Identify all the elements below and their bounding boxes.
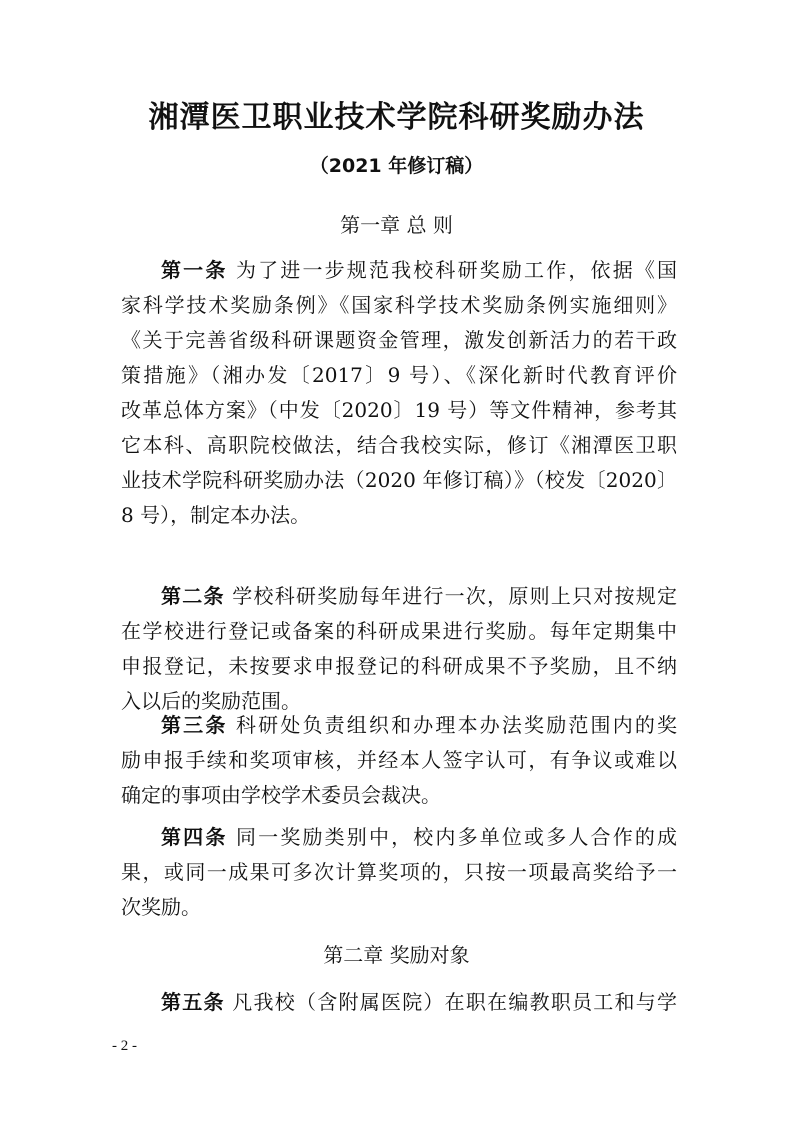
article-line: 它本科、高职院校做法，结合我校实际，修订《湘潭医卫职	[121, 433, 677, 457]
article-line: 次奖励。	[121, 895, 201, 919]
article-line	[121, 708, 677, 743]
article-line: 家科学技术奖励条例》《国家科学技术奖励条例实施细则》	[121, 293, 677, 317]
article-line	[121, 820, 677, 855]
article-lead: 第五条	[161, 990, 225, 1014]
article-line: 策措施》（湘办发〔2017〕9 号）、《深化新时代教育评价	[121, 363, 677, 387]
article-line	[121, 985, 677, 1020]
article-line: 果，或同一成果可多次计算奖项的，只按一项最高奖给予一	[121, 860, 677, 884]
document-subtitle: （2021 年修订稿）	[309, 155, 484, 177]
article-3	[121, 708, 677, 813]
article-line: 《关于完善省级科研课题资金管理，激发创新活力的若干政	[121, 328, 677, 352]
article-text: 同一奖励类别中，校内多单位或多人合作的成	[227, 825, 677, 849]
article-line	[121, 579, 677, 614]
article-text: 科研处负责组织和办理本办法奖励范围内的奖	[227, 713, 677, 737]
article-5	[121, 985, 677, 1020]
article-line: 改革总体方案》（中发〔2020〕19 号）等文件精神，参考其	[121, 398, 677, 422]
page-number: - 2 -	[112, 1038, 137, 1054]
article-line	[121, 253, 677, 288]
chapter-heading-1: 第一章 总 则	[340, 213, 453, 237]
article-text: 为了进一步规范我校科研奖励工作，依据《国	[227, 258, 677, 282]
article-2	[121, 579, 677, 719]
article-lead: 第四条	[161, 825, 228, 849]
document-title: 湘潭医卫职业技术学院科研奖励办法	[148, 100, 645, 135]
article-line: 申报登记，未按要求申报登记的科研成果不予奖励，且不纳	[121, 654, 677, 678]
article-text: 凡我校（含附属医院）在职在编教职员工和与学	[224, 990, 677, 1014]
article-lead: 第一条	[161, 258, 228, 282]
article-line: 入以后的奖励范围。	[121, 689, 301, 713]
article-text: 学校科研奖励每年进行一次，原则上只对按规定	[224, 584, 677, 608]
article-line: 励申报手续和奖项审核，并经本人签字认可，有争议或难以	[121, 748, 677, 772]
article-line: 在学校进行登记或备案的科研成果进行奖励。每年定期集中	[121, 619, 677, 643]
article-line: 确定的事项由学校学术委员会裁决。	[121, 783, 441, 807]
article-lead: 第三条	[161, 713, 228, 737]
article-4	[121, 820, 677, 925]
article-1	[121, 253, 677, 533]
article-lead: 第二条	[161, 584, 225, 608]
chapter-heading-2: 第二章 奖励对象	[323, 943, 470, 967]
article-line: 业技术学院科研奖励办法（2020 年修订稿）》（校发〔2020〕	[121, 468, 677, 492]
article-line: 8 号），制定本办法。	[121, 503, 311, 527]
